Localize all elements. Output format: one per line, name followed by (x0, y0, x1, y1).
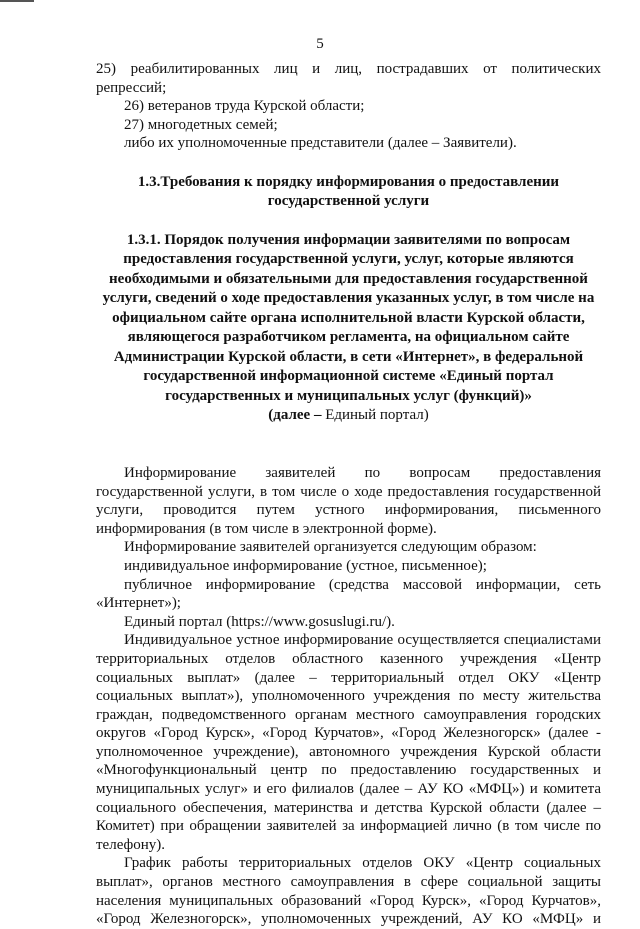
heading-bold-fragment: (далее – (268, 407, 322, 424)
list-item-26: 26) ветеранов труда Курской области; (124, 98, 365, 115)
subsection-heading-line: 1.3.1. Порядок получения информации заявителями по вопросам (126, 231, 571, 248)
paragraph-informing-methods: Информирование заявителей по вопросам предоставления государственной услуги, в том числе о ходе предоставления государственной услуги, проводится путем устного информирования, письменного информирования (в том числе в электронной форме). (96, 464, 601, 537)
subsection-heading-1-3-1 (96, 231, 601, 426)
subsection-heading-line: являющегося разработчиком регламента, на официальном сайте (127, 329, 570, 346)
page-number: 5 (316, 36, 324, 52)
subsection-heading-line: официальном сайте органа исполнительной власти Курской области, (112, 309, 585, 326)
document-body (96, 60, 601, 929)
list-item-25-line1: 25) реабилитированных лиц и лиц, пострадавших от политических (96, 61, 601, 77)
subsection-heading-line: услуги, сведений о ходе предоставления указанных услуг, в том числе на (102, 290, 595, 307)
subsection-heading-line: предоставления государственной услуги, услуг, которые являются (123, 251, 574, 268)
list-item-25-line2: репрессий; (96, 79, 167, 96)
informing-section-text (96, 464, 601, 929)
subsection-heading-line: Администрации Курской области, в сети «Интернет», в федеральной (113, 348, 584, 365)
paragraph-organization: Информирование заявителей организуется следующим образом: (124, 539, 537, 556)
heading-normal-fragment: Единый портал) (321, 407, 429, 424)
subsection-heading-line: государственной информационной системе «Единый портал (143, 368, 554, 385)
list-item-27: 27) многодетных семей; (124, 116, 278, 133)
scan-corner-mark (0, 0, 34, 2)
section-heading-line: государственной услуги (267, 192, 430, 209)
paragraph-oral-informing: Индивидуальное устное информирование осуществляется специалистами территориальных отделов областного казенного учреждения «Центр социальных выплат» (далее – территориальный отдел ОКУ «Центр социальных выплат»), уполномоченного учреждения по месту жительства граждан, подведомственного органам местного самоуправления городских округов «Город Курск», «Город Курчатов», «Город Железногорск» (далее - уполномоченное учреждение), автономного учреждения Курской области «Многофункциональный центр по предоставлению государственных и муниципальных услуг» и его филиалов (далее – АУ КО «МФЦ») и комитета социального обеспечения, материнства и детства Курской области (далее – Комитет) при обращении заявителей за информацией лично (в том числе по телефону). (96, 632, 601, 853)
subsection-heading-line: государственных и муниципальных услуг (функций)» (165, 387, 532, 404)
paragraph-public: публичное информирование (средства массовой информации, сеть «Интернет»); (96, 576, 601, 612)
subsection-heading-line: необходимыми и обязательными для предоставления государственной (109, 270, 588, 287)
applicants-closing-line: либо их уполномоченные представители (далее – Заявители). (124, 135, 517, 152)
paragraph-work-schedule: График работы территориальных отделов ОКУ «Центр социальных выплат», органов местного самоуправления в сфере социальной защиты населения муниципальных образований «Город Курск», «Город Курчатов», «Город Железногорск», уполномоченных учреждений, АУ КО «МФЦ» и (96, 855, 601, 928)
section-heading-1-3 (96, 173, 601, 211)
paragraph-portal: Единый портал (https://www.gosuslugi.ru/). (124, 613, 395, 630)
paragraph-individual: индивидуальное информирование (устное, письменное); (124, 557, 487, 574)
subsection-heading-last-line (96, 406, 601, 426)
section-heading-line: 1.3.Требования к порядку информирования о предоставлении (137, 173, 560, 190)
